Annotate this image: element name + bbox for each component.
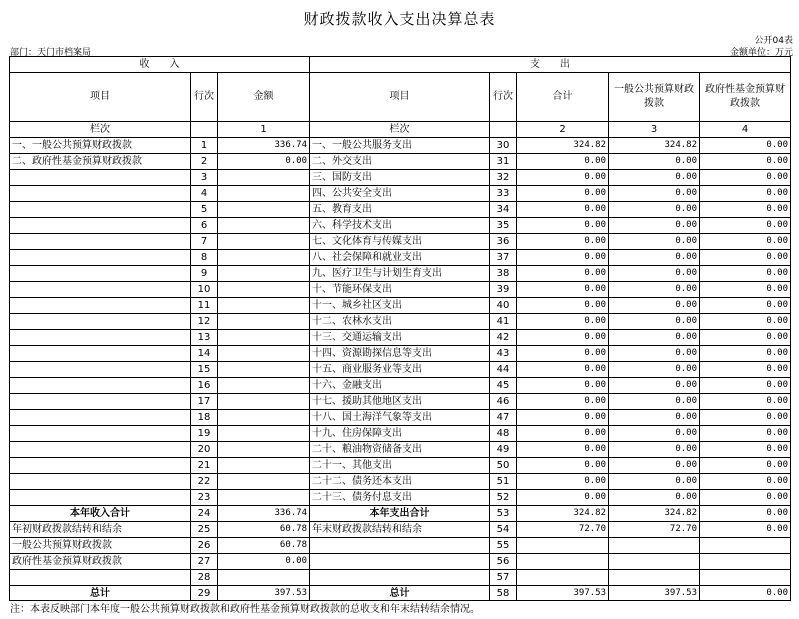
general-budget-amount: 0.00 (609, 410, 700, 426)
income-line-no: 27 (191, 554, 218, 570)
income-amount (218, 266, 310, 282)
table-row (10, 154, 791, 170)
expense-line-no: 48 (490, 426, 517, 442)
income-item (10, 282, 191, 298)
income-line-no: 24 (191, 506, 218, 522)
expense-item: 十四、资源勘探信息等支出 (310, 346, 490, 362)
general-budget-amount: 0.00 (609, 234, 700, 250)
general-budget-amount: 0.00 (609, 186, 700, 202)
income-item (10, 202, 191, 218)
expense-line-no: 49 (490, 442, 517, 458)
expense-item: 二十一、其他支出 (310, 458, 490, 474)
general-budget-amount: 0.00 (609, 346, 700, 362)
income-item (10, 266, 191, 282)
general-budget-amount: 0.00 (609, 458, 700, 474)
expense-line-no: 40 (490, 298, 517, 314)
table-row (10, 218, 791, 234)
income-amount-header: 金额 (218, 73, 310, 122)
income-amount (218, 298, 310, 314)
expense-line-no: 57 (490, 570, 517, 586)
income-amount (218, 282, 310, 298)
general-budget-amount: 0.00 (609, 314, 700, 330)
gov-fund-amount: 0.00 (700, 506, 791, 522)
expense-item (310, 570, 490, 586)
income-line-no: 28 (191, 570, 218, 586)
expense-line-no: 37 (490, 250, 517, 266)
gov-fund-amount (700, 538, 791, 554)
income-item (10, 442, 191, 458)
gov-fund-header: 政府性基金预算财政拨款 (700, 73, 791, 122)
income-amount (218, 490, 310, 506)
expense-item: 八、社会保障和就业支出 (310, 250, 490, 266)
expense-total (517, 554, 609, 570)
table-row (10, 394, 791, 410)
expense-line-no: 42 (490, 330, 517, 346)
gov-fund-amount: 0.00 (700, 362, 791, 378)
gov-fund-amount: 0.00 (700, 410, 791, 426)
general-budget-amount: 0.00 (609, 250, 700, 266)
income-line-no: 26 (191, 538, 218, 554)
gov-fund-amount: 0.00 (700, 202, 791, 218)
table-row (10, 442, 791, 458)
income-item (10, 458, 191, 474)
expense-item: 总计 (310, 586, 490, 601)
income-line-no: 17 (191, 394, 218, 410)
column-row-label: 栏次 (10, 122, 191, 138)
gov-fund-amount: 0.00 (700, 234, 791, 250)
income-line-no: 12 (191, 314, 218, 330)
gov-fund-amount: 0.00 (700, 378, 791, 394)
expense-line-no: 54 (490, 522, 517, 538)
table-row (10, 426, 791, 442)
income-amount (218, 394, 310, 410)
expense-item: 十九、住房保障支出 (310, 426, 490, 442)
expense-item: 十二、农林水支出 (310, 314, 490, 330)
expense-total: 0.00 (517, 394, 609, 410)
general-budget-amount (609, 538, 700, 554)
section-header-row (10, 57, 791, 73)
income-amount: 336.74 (218, 138, 310, 154)
budget-table (9, 56, 791, 601)
expense-line-no: 56 (490, 554, 517, 570)
gov-fund-amount: 0.00 (700, 314, 791, 330)
column-header-row (10, 73, 791, 122)
general-budget-amount: 0.00 (609, 298, 700, 314)
table-row (10, 250, 791, 266)
income-item: 总计 (10, 586, 191, 601)
income-line-no: 6 (191, 218, 218, 234)
income-item: 二、政府性基金预算财政拨款 (10, 154, 191, 170)
expense-item: 三、国防支出 (310, 170, 490, 186)
income-line-no: 13 (191, 330, 218, 346)
expense-total: 397.53 (517, 586, 609, 601)
income-item (10, 378, 191, 394)
table-row (10, 266, 791, 282)
carryover-row (10, 570, 791, 586)
expense-total: 0.00 (517, 346, 609, 362)
expense-total: 0.00 (517, 330, 609, 346)
expense-line-no: 35 (490, 218, 517, 234)
income-line-no: 3 (191, 170, 218, 186)
income-line-no: 4 (191, 186, 218, 202)
expense-line-no: 46 (490, 394, 517, 410)
expense-item: 一、一般公共服务支出 (310, 138, 490, 154)
income-amount: 336.74 (218, 506, 310, 522)
income-item (10, 234, 191, 250)
income-line-no: 22 (191, 474, 218, 490)
income-amount (218, 458, 310, 474)
income-item (10, 218, 191, 234)
table-row (10, 490, 791, 506)
expense-item: 五、教育支出 (310, 202, 490, 218)
gov-fund-amount: 0.00 (700, 474, 791, 490)
general-budget-amount (609, 554, 700, 570)
expense-line-no: 33 (490, 186, 517, 202)
income-item-header: 项目 (10, 73, 191, 122)
income-amount: 60.78 (218, 522, 310, 538)
income-line-header: 行次 (191, 73, 218, 122)
expense-line-no: 32 (490, 170, 517, 186)
general-budget-amount: 324.82 (609, 506, 700, 522)
general-budget-amount: 0.00 (609, 490, 700, 506)
footnote: 注：本表反映部门本年度一般公共预算财政拨款和政府性基金预算财政拨款的总收支和年末结转结余情况。 (10, 604, 480, 615)
income-item (10, 490, 191, 506)
income-amount (218, 362, 310, 378)
general-budget-amount: 0.00 (609, 330, 700, 346)
gov-fund-amount: 0.00 (700, 490, 791, 506)
expense-total: 324.82 (517, 506, 609, 522)
table-row (10, 298, 791, 314)
gov-fund-amount: 0.00 (700, 154, 791, 170)
expense-total: 0.00 (517, 154, 609, 170)
year-total-row (10, 506, 791, 522)
income-amount (218, 426, 310, 442)
expense-item: 二十二、债务还本支出 (310, 474, 490, 490)
expense-line-no: 38 (490, 266, 517, 282)
income-amount (218, 170, 310, 186)
expense-total (517, 570, 609, 586)
income-line-no: 11 (191, 298, 218, 314)
income-line-no: 2 (191, 154, 218, 170)
income-item (10, 330, 191, 346)
table-row (10, 186, 791, 202)
column-number: 1 (218, 122, 310, 138)
expense-line-no: 52 (490, 490, 517, 506)
income-amount (218, 346, 310, 362)
expense-line-no: 30 (490, 138, 517, 154)
income-line-no: 7 (191, 234, 218, 250)
income-item (10, 186, 191, 202)
gov-fund-amount: 0.00 (700, 186, 791, 202)
income-amount (218, 250, 310, 266)
general-budget-amount: 72.70 (609, 522, 700, 538)
income-amount (218, 442, 310, 458)
carryover-row (10, 522, 791, 538)
income-amount: 60.78 (218, 538, 310, 554)
expense-line-no: 34 (490, 202, 517, 218)
income-item (10, 426, 191, 442)
income-line-no: 18 (191, 410, 218, 426)
gov-fund-amount: 0.00 (700, 394, 791, 410)
gov-fund-amount: 0.00 (700, 250, 791, 266)
income-line-no: 25 (191, 522, 218, 538)
income-item: 本年收入合计 (10, 506, 191, 522)
column-number-row (10, 122, 791, 138)
expense-item: 十三、交通运输支出 (310, 330, 490, 346)
expense-item (310, 538, 490, 554)
income-amount: 397.53 (218, 586, 310, 601)
income-item: 政府性基金预算财政拨款 (10, 554, 191, 570)
income-item (10, 474, 191, 490)
table-row (10, 378, 791, 394)
expense-item: 二十、粮油物资储备支出 (310, 442, 490, 458)
table-row (10, 234, 791, 250)
gov-fund-amount: 0.00 (700, 282, 791, 298)
income-item (10, 298, 191, 314)
gov-fund-amount: 0.00 (700, 458, 791, 474)
expense-total: 0.00 (517, 458, 609, 474)
expense-item: 本年支出合计 (310, 506, 490, 522)
gov-fund-amount: 0.00 (700, 298, 791, 314)
expense-total: 0.00 (517, 442, 609, 458)
general-budget-amount: 0.00 (609, 170, 700, 186)
column-row-label: 栏次 (310, 122, 490, 138)
expense-item: 二十三、债务付息支出 (310, 490, 490, 506)
table-row (10, 170, 791, 186)
expense-total: 72.70 (517, 522, 609, 538)
income-item: 一般公共预算财政拨款 (10, 538, 191, 554)
income-item (10, 570, 191, 586)
income-line-no: 15 (191, 362, 218, 378)
gov-fund-amount: 0.00 (700, 218, 791, 234)
column-number: 3 (609, 122, 700, 138)
department-label: 部门：天门市档案局 (10, 48, 92, 58)
expense-item: 六、科学技术支出 (310, 218, 490, 234)
general-budget-amount: 0.00 (609, 442, 700, 458)
income-amount (218, 314, 310, 330)
expense-item: 十、节能环保支出 (310, 282, 490, 298)
expense-item (310, 554, 490, 570)
general-budget-header: 一般公共预算财政拨款 (609, 73, 700, 122)
general-budget-amount: 397.53 (609, 586, 700, 601)
income-line-no: 21 (191, 458, 218, 474)
income-amount (218, 186, 310, 202)
expense-line-no: 53 (490, 506, 517, 522)
expense-line-no: 55 (490, 538, 517, 554)
income-item: 一、一般公共预算财政拨款 (10, 138, 191, 154)
expense-total: 0.00 (517, 170, 609, 186)
income-section-header: 收 入 (10, 57, 310, 73)
expense-item: 九、医疗卫生与计划生育支出 (310, 266, 490, 282)
expense-total: 0.00 (517, 282, 609, 298)
expense-line-no: 36 (490, 234, 517, 250)
expense-total: 0.00 (517, 426, 609, 442)
expense-line-no: 43 (490, 346, 517, 362)
income-line-no: 20 (191, 442, 218, 458)
expense-total: 0.00 (517, 298, 609, 314)
income-line-no: 14 (191, 346, 218, 362)
form-number: 公开04表 (754, 36, 793, 46)
income-amount (218, 570, 310, 586)
table-row (10, 474, 791, 490)
income-amount (218, 218, 310, 234)
income-amount (218, 474, 310, 490)
expense-total: 0.00 (517, 186, 609, 202)
expense-item: 十六、金融支出 (310, 378, 490, 394)
expense-item: 十七、援助其他地区支出 (310, 394, 490, 410)
income-item: 年初财政拨款结转和结余 (10, 522, 191, 538)
expense-section-header: 支 出 (310, 57, 791, 73)
expense-line-no: 41 (490, 314, 517, 330)
general-budget-amount: 0.00 (609, 282, 700, 298)
expense-total: 0.00 (517, 490, 609, 506)
expense-line-no: 31 (490, 154, 517, 170)
gov-fund-amount: 0.00 (700, 442, 791, 458)
income-line-no: 9 (191, 266, 218, 282)
general-budget-amount: 0.00 (609, 426, 700, 442)
income-amount: 0.00 (218, 554, 310, 570)
income-line-no: 23 (191, 490, 218, 506)
column-number: 2 (517, 122, 609, 138)
table-row (10, 410, 791, 426)
expense-item: 四、公共安全支出 (310, 186, 490, 202)
income-item (10, 250, 191, 266)
expense-item: 十八、国土海洋气象等支出 (310, 410, 490, 426)
income-item (10, 410, 191, 426)
gov-fund-amount: 0.00 (700, 266, 791, 282)
general-budget-amount: 324.82 (609, 138, 700, 154)
expense-total: 0.00 (517, 218, 609, 234)
general-budget-amount: 0.00 (609, 474, 700, 490)
income-item (10, 346, 191, 362)
income-amount (218, 202, 310, 218)
expense-line-no: 45 (490, 378, 517, 394)
general-budget-amount: 0.00 (609, 154, 700, 170)
gov-fund-amount (700, 570, 791, 586)
income-line-no: 10 (191, 282, 218, 298)
general-budget-amount: 0.00 (609, 378, 700, 394)
gov-fund-amount: 0.00 (700, 522, 791, 538)
column-number: 4 (700, 122, 791, 138)
general-budget-amount (609, 570, 700, 586)
table-row (10, 458, 791, 474)
income-amount: 0.00 (218, 154, 310, 170)
income-line-no: 16 (191, 378, 218, 394)
general-budget-amount: 0.00 (609, 218, 700, 234)
income-line-no: 29 (191, 586, 218, 601)
gov-fund-amount (700, 554, 791, 570)
expense-total: 324.82 (517, 138, 609, 154)
carryover-row (10, 538, 791, 554)
expense-total: 0.00 (517, 314, 609, 330)
expense-line-no: 47 (490, 410, 517, 426)
expense-item: 二、外交支出 (310, 154, 490, 170)
expense-line-no: 51 (490, 474, 517, 490)
gov-fund-amount: 0.00 (700, 138, 791, 154)
expense-line-no: 39 (490, 282, 517, 298)
general-budget-amount: 0.00 (609, 266, 700, 282)
unit-label: 金额单位：万元 (729, 48, 793, 58)
carryover-row (10, 554, 791, 570)
expense-total: 0.00 (517, 410, 609, 426)
income-item (10, 362, 191, 378)
expense-total: 0.00 (517, 250, 609, 266)
expense-total: 0.00 (517, 378, 609, 394)
report-title: 财政拨款收入支出决算总表 (303, 10, 496, 28)
expense-total: 0.00 (517, 362, 609, 378)
expense-line-no: 44 (490, 362, 517, 378)
expense-line-no: 50 (490, 458, 517, 474)
expense-line-header: 行次 (490, 73, 517, 122)
table-row (10, 202, 791, 218)
table-row (10, 330, 791, 346)
expense-total (517, 538, 609, 554)
table-row (10, 138, 791, 154)
expense-item-header: 项目 (310, 73, 490, 122)
gov-fund-amount: 0.00 (700, 426, 791, 442)
income-amount (218, 378, 310, 394)
general-budget-amount: 0.00 (609, 362, 700, 378)
gov-fund-amount: 0.00 (700, 586, 791, 601)
table-row (10, 282, 791, 298)
expense-line-no: 58 (490, 586, 517, 601)
income-item (10, 170, 191, 186)
income-item (10, 394, 191, 410)
gov-fund-amount: 0.00 (700, 170, 791, 186)
grand-total-row (10, 586, 791, 601)
gov-fund-amount: 0.00 (700, 330, 791, 346)
expense-item: 年末财政拨款结转和结余 (310, 522, 490, 538)
table-row (10, 362, 791, 378)
expense-item: 十五、商业服务业等支出 (310, 362, 490, 378)
income-line-no: 19 (191, 426, 218, 442)
expense-total: 0.00 (517, 202, 609, 218)
income-amount (218, 410, 310, 426)
gov-fund-amount: 0.00 (700, 346, 791, 362)
income-line-no: 5 (191, 202, 218, 218)
expense-item: 十一、城乡社区支出 (310, 298, 490, 314)
income-amount (218, 330, 310, 346)
income-line-no: 8 (191, 250, 218, 266)
table-row (10, 346, 791, 362)
expense-total: 0.00 (517, 474, 609, 490)
expense-total-header: 合计 (517, 73, 609, 122)
expense-total: 0.00 (517, 234, 609, 250)
expense-item: 七、文化体育与传媒支出 (310, 234, 490, 250)
income-amount (218, 234, 310, 250)
table-row (10, 314, 791, 330)
income-item (10, 314, 191, 330)
general-budget-amount: 0.00 (609, 394, 700, 410)
general-budget-amount: 0.00 (609, 202, 700, 218)
income-line-no: 1 (191, 138, 218, 154)
expense-total: 0.00 (517, 266, 609, 282)
